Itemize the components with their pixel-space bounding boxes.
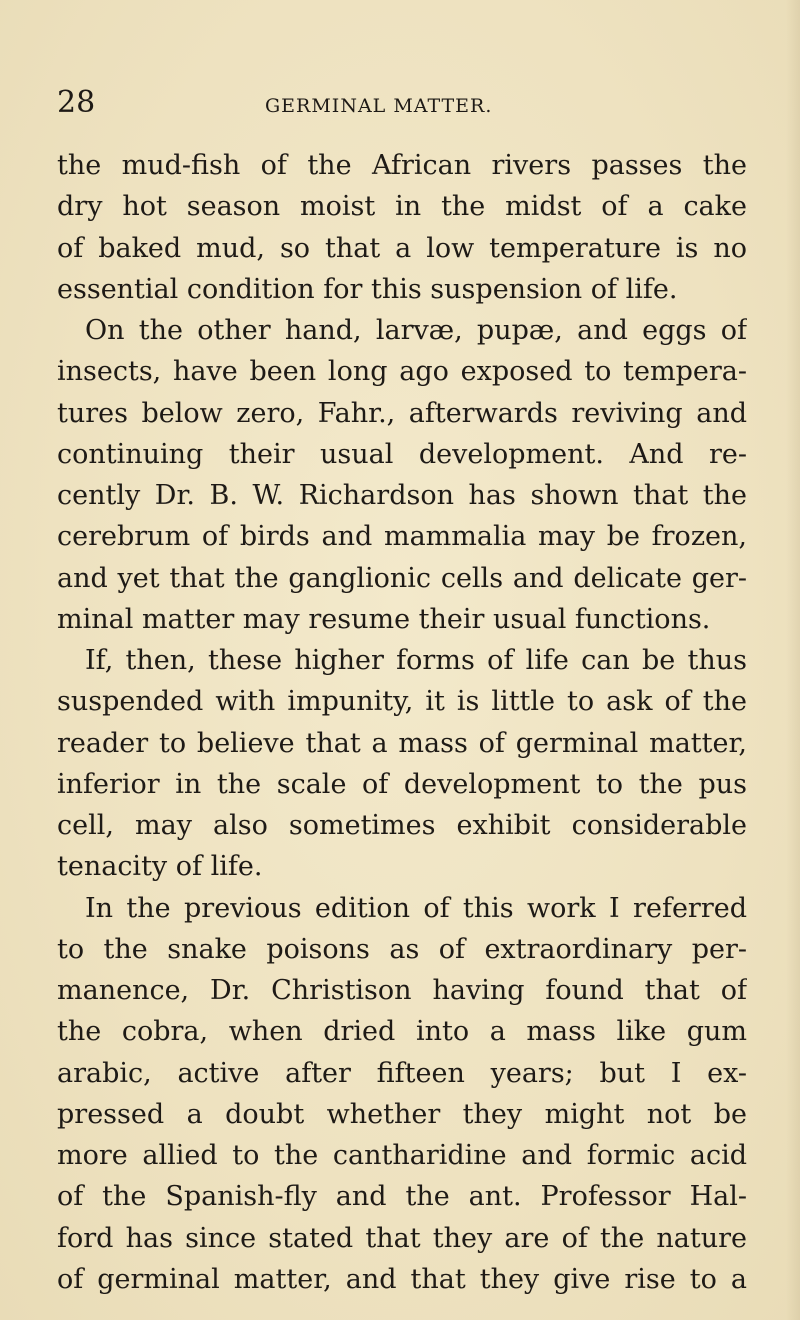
text-line: minal matter may resume their usual functions. (57, 603, 711, 635)
page-header (57, 86, 747, 126)
text-line: arabic, active after fifteen years; but I ex- (57, 1057, 747, 1089)
text-line: of the Spanish-fly and the ant. Professor Hal- (57, 1181, 747, 1213)
text-line: tenacity of life. (57, 851, 263, 883)
text-line: essential condition for this suspension of life. (57, 273, 678, 305)
text-line: the cobra, when dried into a mass like gum (57, 1016, 747, 1048)
text-line: tures below zero, Fahr., afterwards reviving and (57, 397, 747, 429)
page-edge-shadow (786, 0, 800, 1320)
text-line: ford has since stated that they are of the nature (57, 1222, 747, 1254)
text-line: cerebrum of birds and mammalia may be frozen, (57, 521, 747, 553)
text-line: suspended with impunity, it is little to ask of the (57, 686, 747, 718)
text-line: insects, have been long ago exposed to tempera- (57, 356, 747, 388)
text-line: reader to believe that a mass of germinal matter, (57, 727, 747, 759)
body-text (57, 145, 747, 1300)
text-line: On the other hand, larvæ, pupæ, and eggs of (85, 315, 747, 346)
text-line: of baked mud, so that a low temperature is no (57, 232, 747, 264)
text-line: the mud-fish of the African rivers passes the (57, 150, 747, 181)
text-line: cell, may also sometimes exhibit considerable (57, 810, 747, 841)
text-line: and yet that the ganglionic cells and delicate ger- (57, 562, 747, 594)
page-number: 28 (57, 85, 96, 120)
text-line: to the snake poisons as of extraordinary per- (57, 933, 747, 965)
text-line: manence, Dr. Christison having found that of (57, 975, 747, 1006)
text-line: more allied to the cantharidine and formic acid (57, 1140, 747, 1171)
text-line: cently Dr. B. W. Richardson has shown that the (57, 480, 747, 511)
text-line: If, then, these higher forms of life can be thus (85, 645, 747, 676)
text-line: continuing their usual development. And re- (57, 438, 747, 470)
text-line: inferior in the scale of development to the pus (57, 768, 747, 800)
text-line: In the previous edition of this work I referred (85, 892, 747, 924)
text-line: pressed a doubt whether they might not be (57, 1098, 747, 1130)
text-line: of germinal matter, and that they give rise to a (57, 1263, 747, 1295)
text-line: dry hot season moist in the midst of a cake (57, 191, 747, 223)
running-head: GERMINAL MATTER. (265, 95, 493, 117)
